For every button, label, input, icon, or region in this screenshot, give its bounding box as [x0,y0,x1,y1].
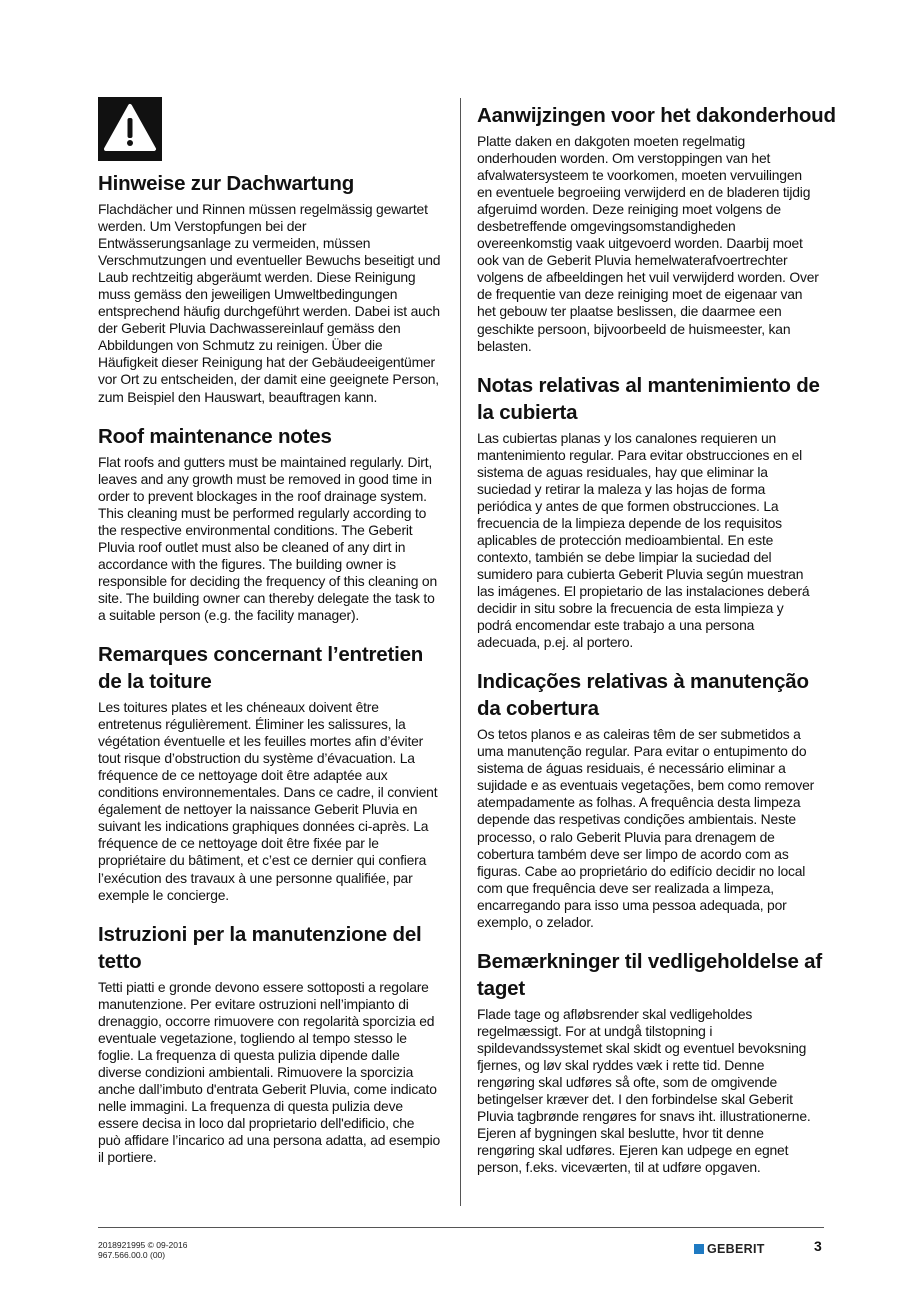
footer-doc-line2: 967.566.00.0 (00) [98,1250,166,1260]
footer-divider [98,1227,824,1228]
section-fr [98,641,453,904]
section-body: Platte daken en dakgoten moeten regelmatig onderhouden worden. Om verstoppingen van het afvalwatersysteem te voorkomen, moeten vervuilingen en eventuele begroeiing verwijderd en de bladeren tijdig afgeruimd worden. Deze reiniging moet volgens de desbetreffende omgevingsomstandigheden overeenkomstig vaak uitgevoerd worden. Daarbij moet ook van de Geberit Pluvia hemelwaterafvoertrechter volgens de afbeeldingen het vuil verwijderd worden. Over de frequentie van deze reiniging moet de eigenaar van het gebouw ter plaatse beslissen, die daarmee een geschikte persoon, bijvoorbeeld de huismeester, kan belasten. [477,133,819,354]
section-heading: Istruzioni per la manutenzione del tetto [98,922,422,973]
section-body: Las cubiertas planas y los canalones requieren un mantenimiento regular. Para evitar obstrucciones en el sistema de aguas residuales, hay que eliminar la suciedad y retirar la maleza y las hojas de forma periódica y antes de que formen obstrucciones. La frecuencia de la limpieza depende de los requisitos aplicables de protección medioambiental. En este contexto, también se debe limpiar la suciedad del sumidero para cubierta Geberit Pluvia según muestran las imágenes. El propietario de las instalaciones deberá decidir in situ sobre la frecuencia de esta limpieza y podrá encomendar este trabajo a una persona adecuada, p.ej. al portero. [477,429,810,651]
section-heading: Roof maintenance notes [98,424,332,448]
footer-doc-info [98,1240,187,1260]
right-column [477,102,837,1193]
section-body: Os tetos planos e as caleiras têm de ser submetidos a uma manutenção regular. Para evitar o entupimento do sistema de águas residuais, é necessário eliminar a sujidade e as eventuais vegetações, bem como remover atempadamente as folhas. A frequência desta limpeza depende das respetivas condições ambientais. Neste processo, o ralo Geberit Pluvia para drenagem de cobertura também deve ser limpo de acordo com as figuras. Cabe ao proprietário do edifício decidir no local com que frequência deve ser realizada a limpeza, encarregando para isso uma pessoa adequada, por exemplo, o zelador. [477,726,815,930]
section-es [477,372,837,652]
logo-text: GEBERIT [707,1242,765,1256]
left-column [98,170,453,1183]
section-body: Flachdächer und Rinnen müssen regelmässig gewartet werden. Um Verstopfungen bei der Entwässerungsanlage zu vermeiden, müssen Verschmutzungen und eventueller Bewuchs beseitigt und Laub rechtzeitig abgeräumt werden. Diese Reinigung muss gemäss den jeweiligen Umweltbedingungen entsprechend häufig durchgeführt werden. Dabei ist auch der Geberit Pluvia Dachwassereinlauf gemäss den Abbildungen von Schmutz zu reinigen. Über die Häufigkeit dieser Reinigung hat der Gebäudeeigentümer vor Ort zu entscheiden, der damit eine geeignete Person, zum Beispiel den Hauswart, beauftragen kann. [98,201,441,405]
geberit-logo [694,1242,765,1256]
section-it [98,921,453,1167]
section-heading: Aanwijzingen voor het dakonderhoud [477,104,836,127]
section-heading: Bemærkninger til vedligeholdelse af taget [477,949,823,1000]
section-heading: Notas relativas al mantenimiento de la cubierta [477,373,820,424]
section-da [477,948,837,1176]
section-heading: Hinweise zur Dachwartung [98,172,355,195]
logo-square-icon [694,1244,704,1254]
section-body: Les toitures plates et les chéneaux doivent être entretenus régulièrement. Éliminer les salissures, la végétation éventuelle et les feuilles mortes afin d’éviter tout risque d’obstruction du système d’évacuation. La fréquence de ce nettoyage doit être adaptée aux conditions environnementales. Dans ce cadre, il convient également de nettoyer la naissance Geberit Pluvia en suivant les indications graphiques données ci-après. La fréquence de ce nettoyage doit être fixée par le propriétaire du bâtiment, et c’est ce dernier qui confiera l’exécution des travaux à une personne qualifiée, par exemple le concierge. [98,699,438,903]
section-en [98,423,453,624]
section-heading: Remarques concernant l’entretien de la toiture [98,643,424,694]
section-body: Flat roofs and gutters must be maintained regularly. Dirt, leaves and any growth must be removed in good time in order to prevent blockages in the roof drainage system. This cleaning must be performed regularly according to the respective environmental conditions. The Geberit Pluvia roof outlet must also be cleaned of any dirt in accordance with the figures. The building owner is responsible for deciding the frequency of this cleaning on site. The building owner can thereby delegate the task to a suitable person (e.g. the facility manager). [98,453,437,623]
page-number: 3 [814,1238,822,1254]
section-pt [477,668,837,931]
warning-triangle-icon [98,97,162,161]
section-body: Flade tage og afløbsrender skal vedligeholdes regelmæssigt. For at undgå tilstopning i spildevandssystemet skal skidt og eventuel bevoksning fjernes, og løv skal ryddes væk i rette tid. Denne rengøring skal udføres så ofte, som de omgivende betingelser kræver det. I den forbindelse skal Geberit Pluvia tagbrønde rengøres for snavs iht. illustrationerne. Ejeren af bygningen skal beslutte, hvor tit denne rengøring skal udføres. Ejeren kan udpege en egnet person, f.eks. viceværten, til at udføre opgaven. [477,1005,811,1176]
section-de [98,170,453,406]
section-nl [477,102,837,355]
section-body: Tetti piatti e gronde devono essere sottoposti a regolare manutenzione. Per evitare ostruzioni nell’impianto di drenaggio, occorre rimuovere con regolarità sporcizia ed eventuale vegetazione, togliendo al tempo stesso le foglie. La frequenza di questa pulizia dipende dalle diverse condizioni ambientali. Rimuovere la sporcizia anche dall’imbuto d'entrata Geberit Pluvia, come indicato nelle immagini. La frequenza di questa pulizia deve essere decisa in loco dal proprietario dell'edificio, che può affidare l’incarico ad una persona adatta, ad esempio il portiere. [98,978,441,1166]
footer-doc-line1: 2018921995 © 09-2016 [98,1240,188,1250]
section-heading: Indicações relativas à manutenção da cobertura [477,670,809,721]
column-divider [460,98,461,1206]
